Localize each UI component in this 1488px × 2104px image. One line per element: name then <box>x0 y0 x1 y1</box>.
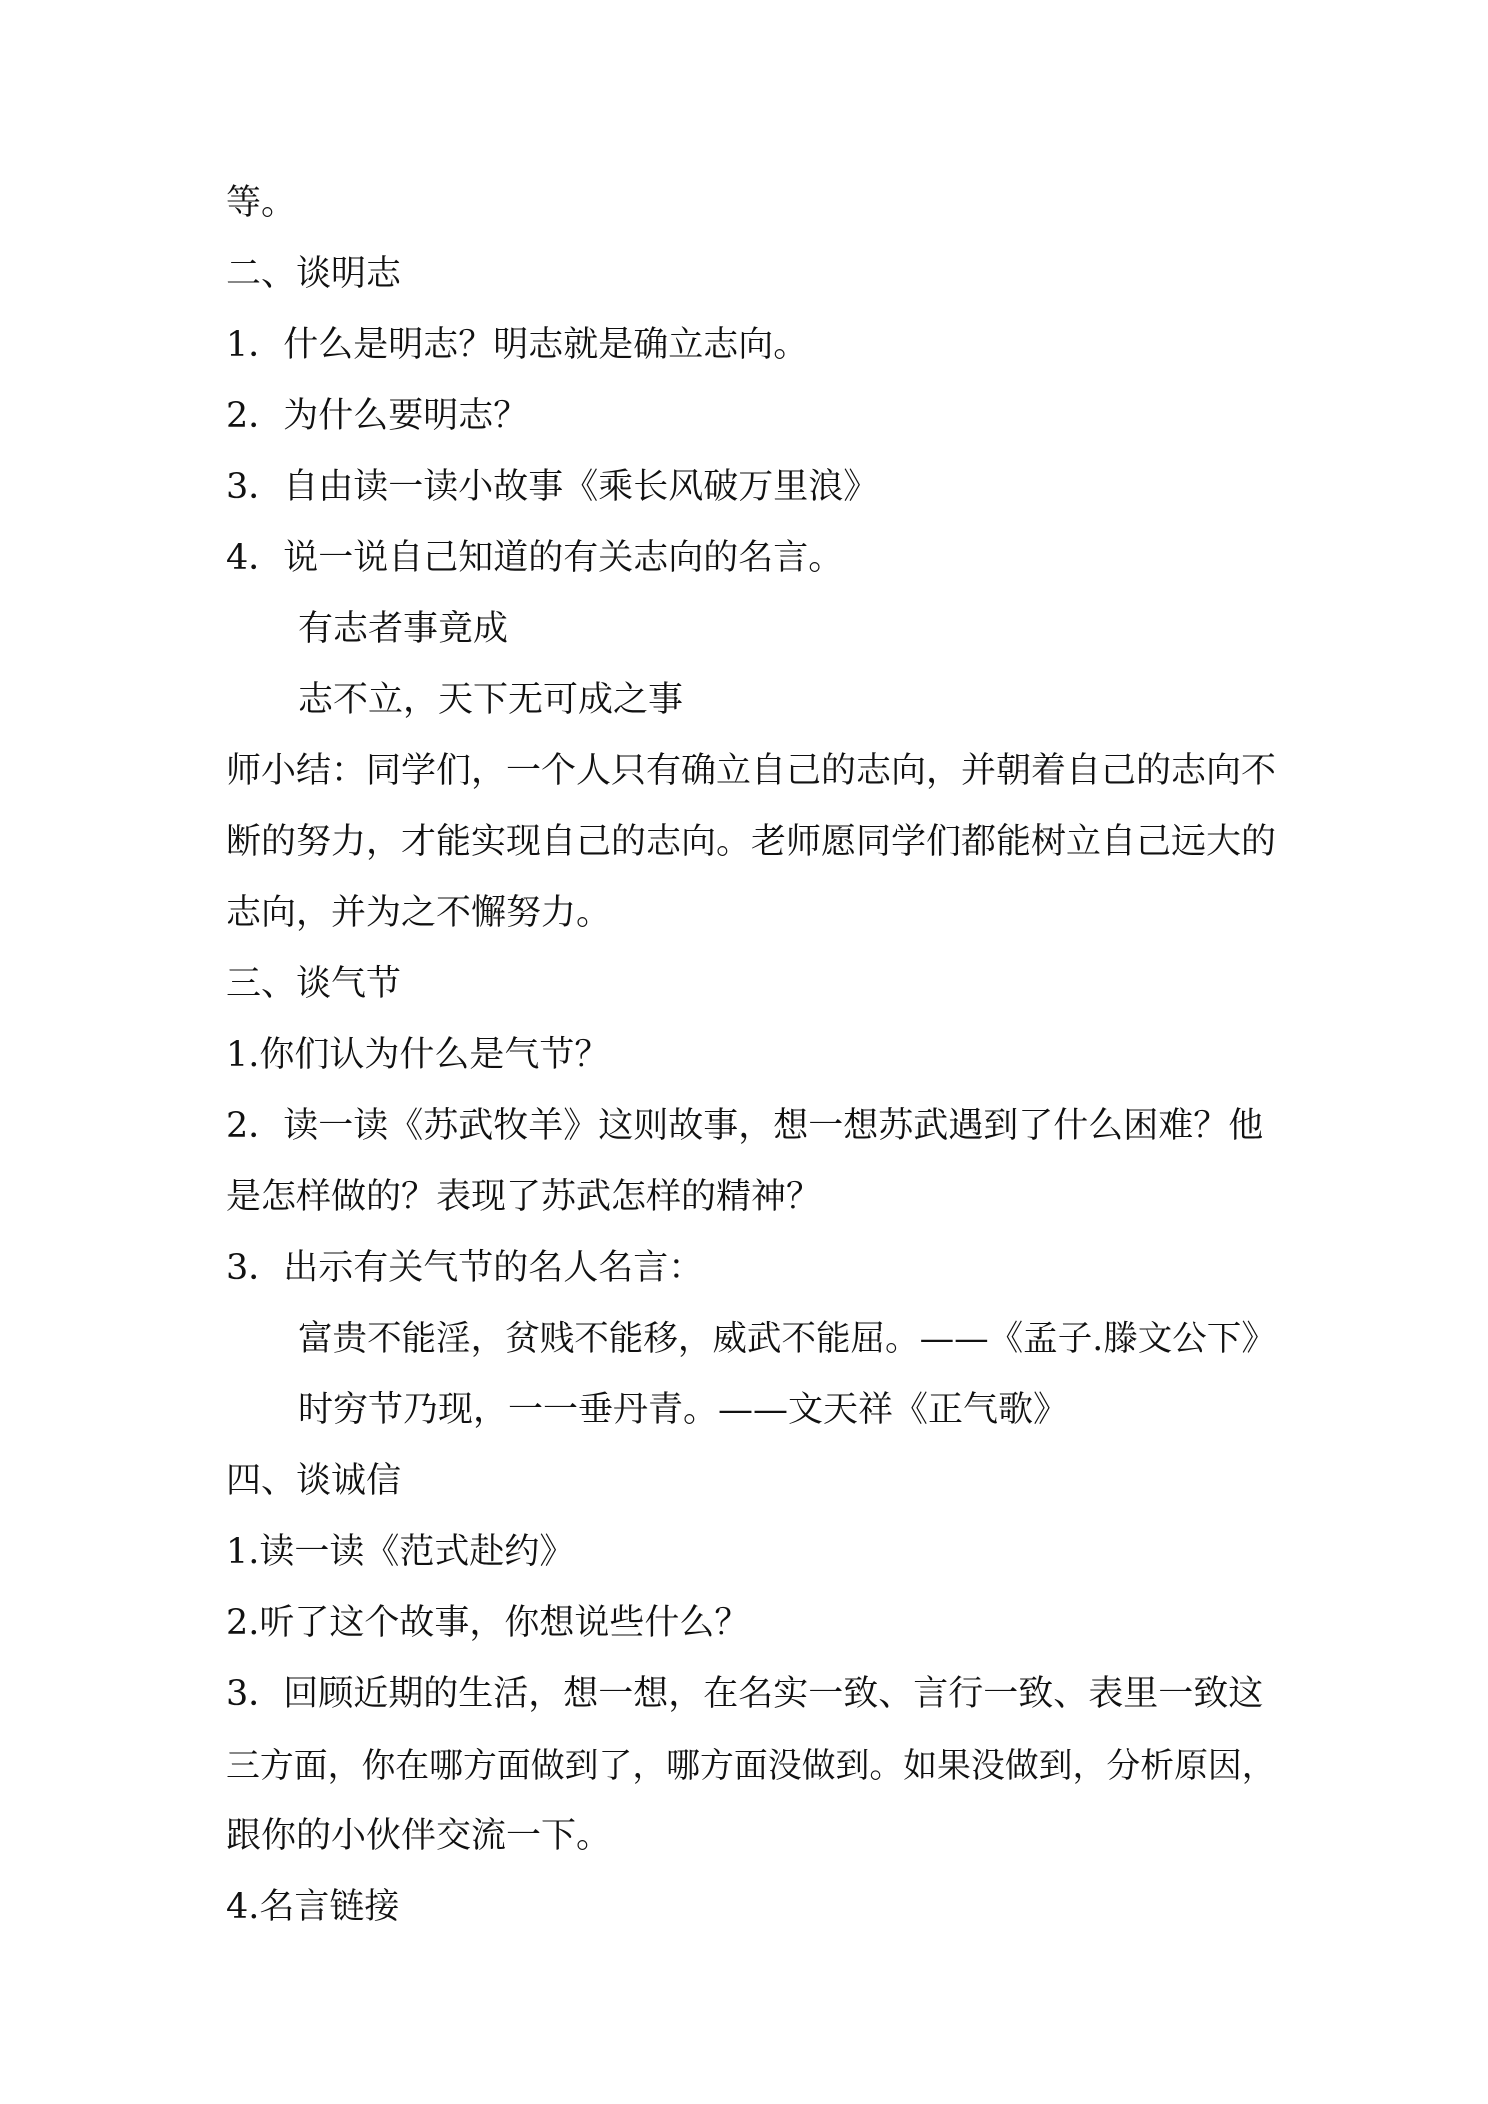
text-line: 断的努力，才能实现自己的志向。老师愿同学们都能树立自己远大的 <box>226 822 1277 862</box>
text-line: 时穷节乃现，一一垂丹青。——文天祥《正气歌》 <box>298 1390 1069 1430</box>
text-line: 志向，并为之不懈努力。 <box>226 893 612 933</box>
text-line: 2.听了这个故事，你想说些什么？ <box>226 1603 750 1643</box>
text-line: 二、谈明志 <box>226 254 402 294</box>
text-line: 有志者事竟成 <box>298 609 509 649</box>
text-line: 跟你的小伙伴交流一下。 <box>226 1816 612 1856</box>
text-line: 4．说一说自己知道的有关志向的名言。 <box>226 538 844 578</box>
document-body <box>226 168 1276 1943</box>
text-line: 是怎样做的？表现了苏武怎样的精神？ <box>226 1177 822 1217</box>
text-line: 四、谈诚信 <box>226 1461 402 1501</box>
text-line: 3．出示有关气节的名人名言： <box>226 1248 704 1288</box>
text-line: 等。 <box>226 183 297 223</box>
text-line: 三方面，你在哪方面做到了，哪方面没做到。如果没做到，分析原因， <box>226 1746 1276 1785</box>
text-line: 2．读一读《苏武牧羊》这则故事，想一想苏武遇到了什么困难？他 <box>226 1106 1264 1146</box>
text-line: 志不立，天下无可成之事 <box>298 680 684 720</box>
text-line: 三、谈气节 <box>226 964 402 1004</box>
text-line: 富贵不能淫，贫贱不能移，威武不能屈。——《孟子.滕文公下》 <box>298 1319 1276 1359</box>
text-line: 1.你们认为什么是气节？ <box>226 1035 610 1075</box>
text-line: 1．什么是明志？明志就是确立志向。 <box>226 325 809 365</box>
text-line: 2．为什么要明志？ <box>226 396 529 436</box>
text-line: 4.名言链接 <box>226 1887 400 1927</box>
text-line: 3．自由读一读小故事《乘长风破万里浪》 <box>226 467 879 507</box>
text-line: 师小结：同学们，一个人只有确立自己的志向，并朝着自己的志向不 <box>226 751 1277 791</box>
text-line: 1.读一读《范式赴约》 <box>226 1532 575 1572</box>
text-line: 3．回顾近期的生活，想一想，在名实一致、言行一致、表里一致这 <box>226 1674 1264 1714</box>
